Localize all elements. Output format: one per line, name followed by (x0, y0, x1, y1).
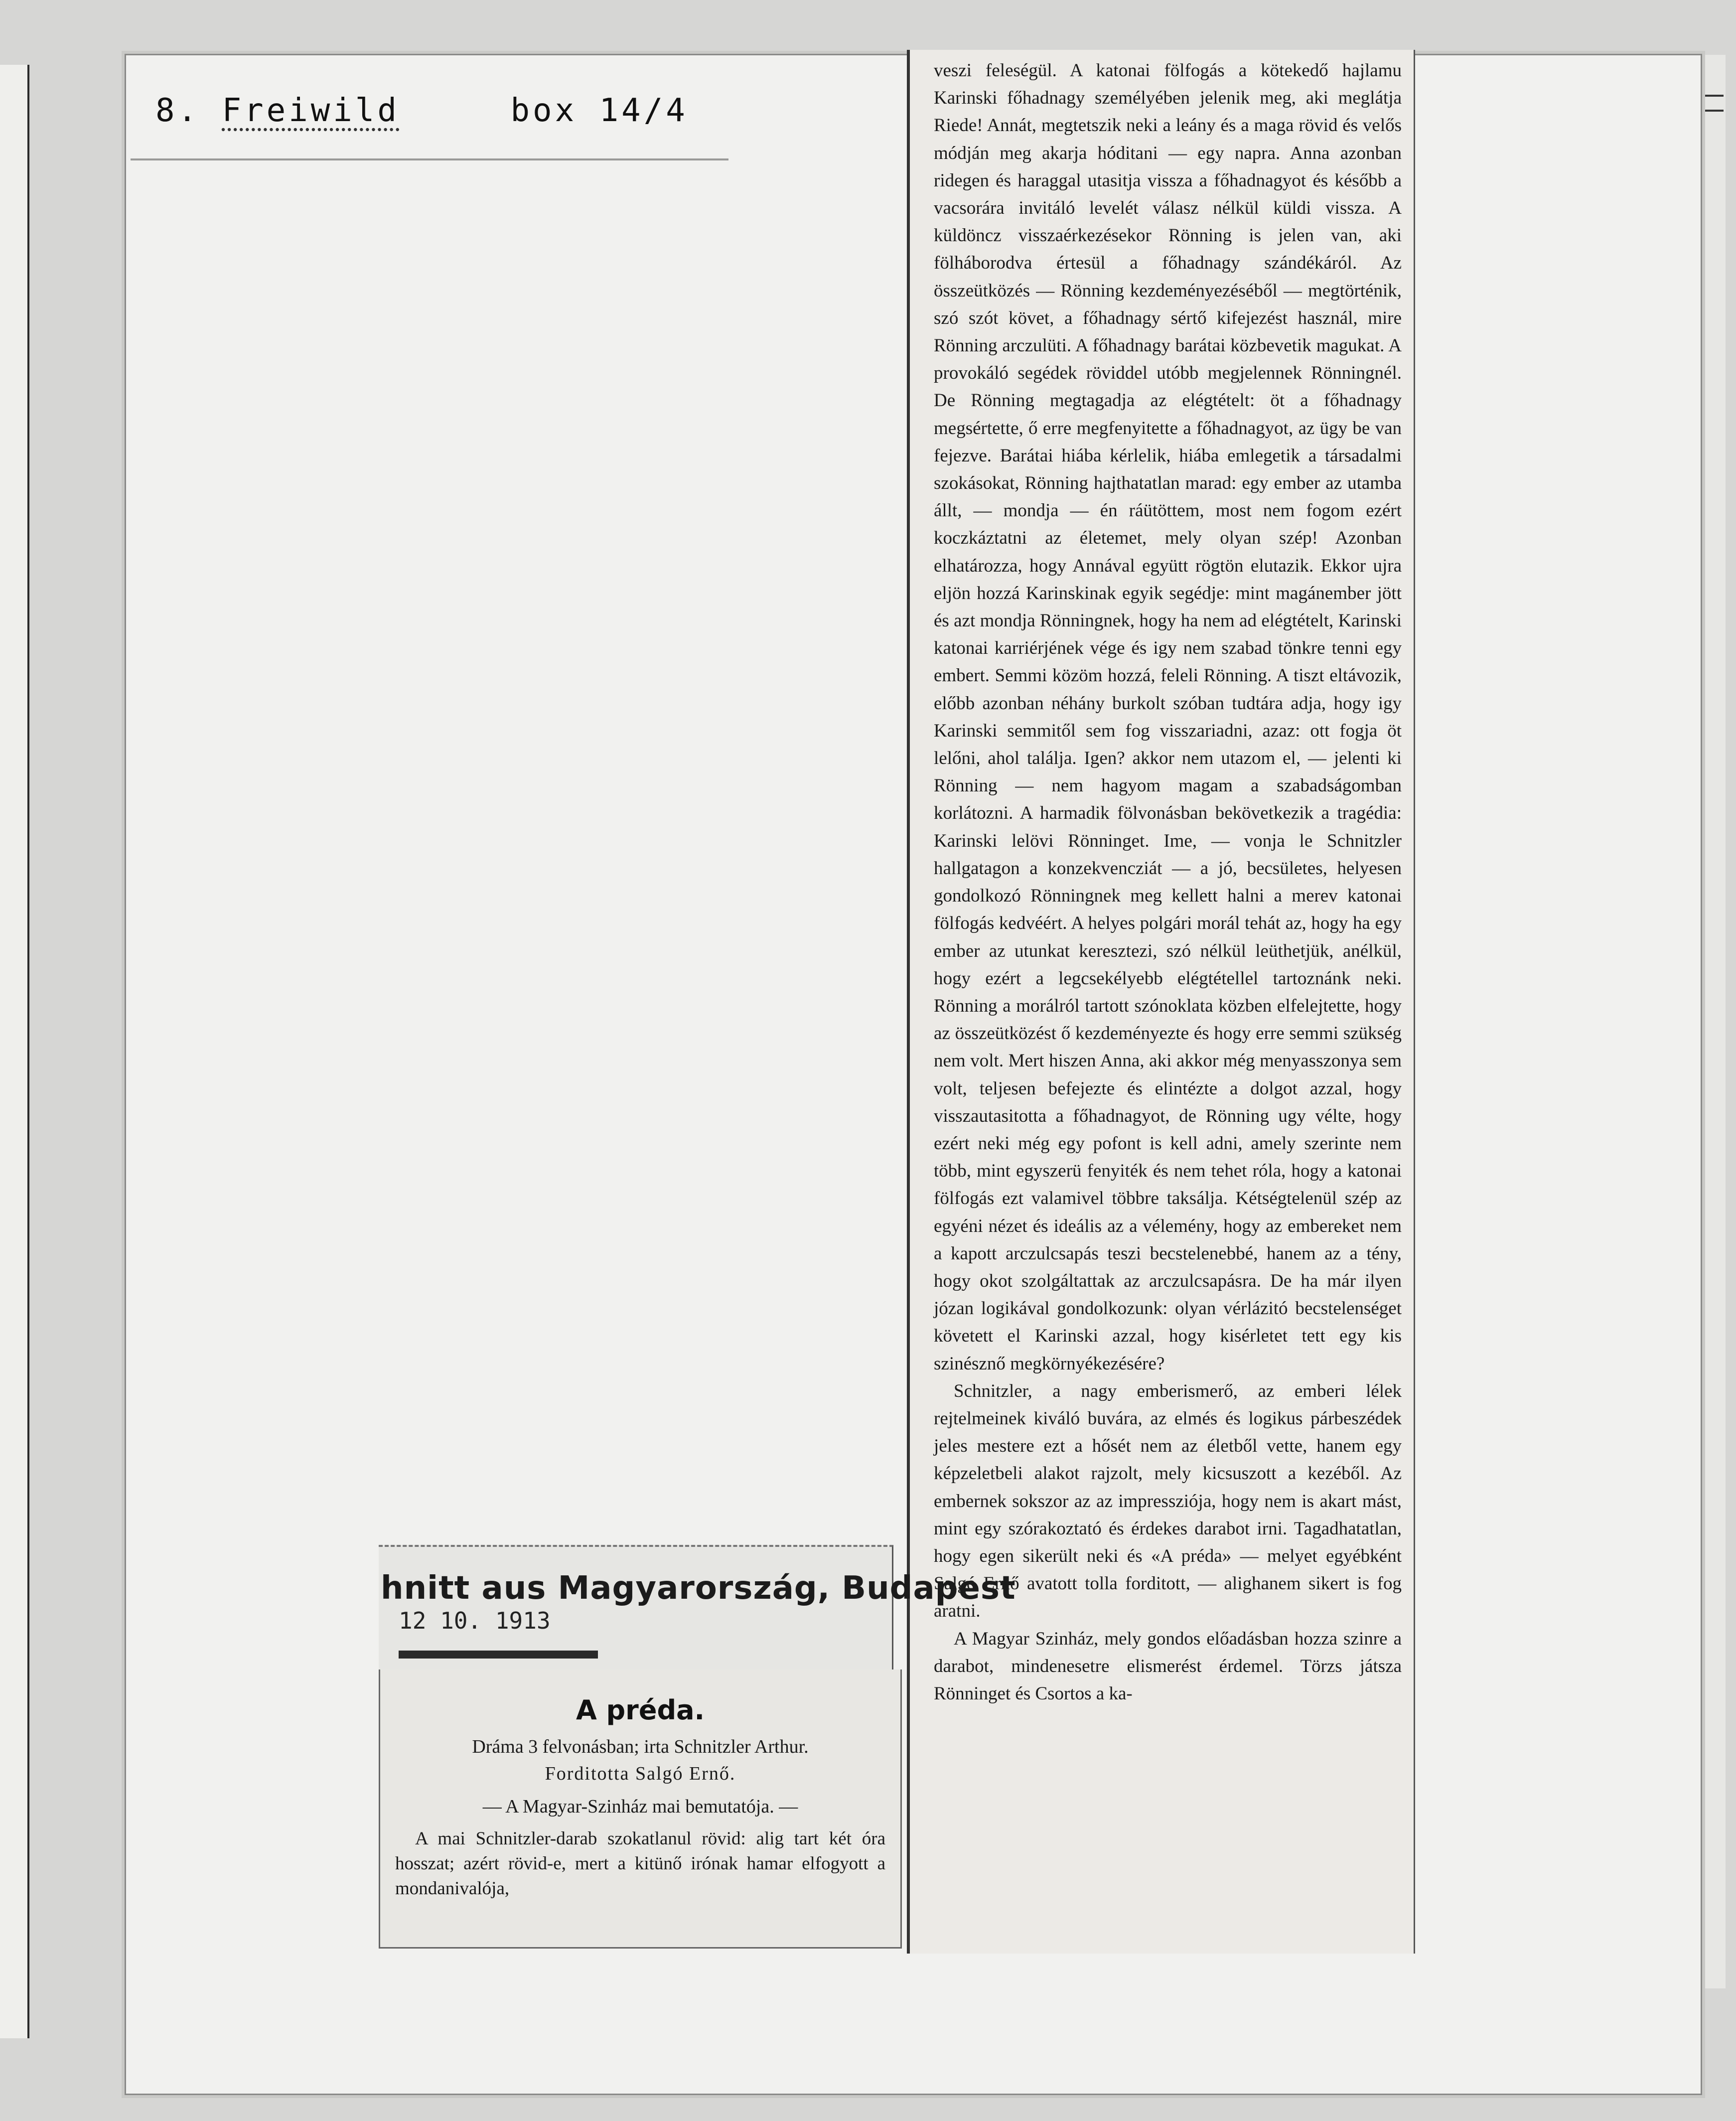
archive-header (155, 92, 688, 129)
column-paragraph: Schnitzler, a nagy emberismerő, az emberi lélek rejtelmeinek kiváló buvára, az elmés és logikus párbeszédek jeles mestere ezt a hősét nem az életből vette, hanem egy képzeletbeli alakot rajzolt, mely kicsuszott a kezéből. Az embernek sokszor az az impressziója, hogy nem is akart mást, mint egy szórakoztató és érdekes darabot irni. Tagadhatatlan, hogy egen sikerült neki és «A préda» — melyet egyébként Salgó Ernő avatott tolla forditott, — alighanem sikert is fog aratni. (934, 1380, 1402, 1622)
clipping-body: A mai Schnitzler-darab szokatlanul rövid: alig tart két óra hosszat; azért rövid-e, mert a kitünő irónak hamar elfogyott a mondanivalója, (395, 1828, 885, 1899)
clipping-subtitle: Dráma 3 felvonásban; irta Schnitzler Arthur. (472, 1736, 809, 1757)
newspaper-clipping (379, 1669, 902, 1949)
header-number: 8. (155, 92, 200, 129)
adjacent-page-edge (0, 65, 29, 2038)
clipping-title: A préda. (576, 1694, 705, 1726)
header-box: box 14/4 (510, 92, 688, 129)
header-rule (131, 158, 728, 160)
article-continuation-column (907, 50, 1415, 1954)
column-paragraph: veszi feleségül. A katonai fölfogás a kötekedő hajlamu Karinski főhadnagy személyében jelenik meg, aki meglátja Riede! Annát, megtetszik neki a leány és a maga rövid és velős módján meg akarja hóditani — egy napra. Anna azonban ridegen és haraggal utasitja vissza a főhadnagyot és később a vacsorára invitáló levelét válasz nélkül küldi vissza. A küldöncz visszaérkezésekor Rönning is jelen van, aki fölháborodva értesül a főhadnagy szándékáról. Az összeütközés — Rönning kezdeményezéséből — megtörténik, szó szót követ, a főhadnagy sértő kifejezést használ, mire Rönning arczulüti. A főhadnagy barátai közbevetik magukat. A provokáló segédek röviddel utóbb megjelennek Rönningnél. De Rönning megtagadja az elégtételt: öt a főhadnagy megsértette, ő erre megfenyitette a főhadnagyot, az ügy be van fejezve. Barátai hiába kérlelik, hiába emlegetik a társadalmi szokásokat, Rönning hajthatatlan marad: egy ember az utamba állt, — mondja — én ráütöttem, most nem fogom ezért koczkáztatni az életemet, mely olyan szép! Azonban elhatározza, hogy Annával együtt rögtön elutazik. Ekkor ujra eljön hozzá Karinskinak egyik segédje: mint magánember jött és azt mondja Rönningnek, hogy ha nem ad elégtételt, Karinski katonai karriérjének vége és igy nem szabad tönkre tenni egy embert. Semmi közöm hozzá, feleli Rönning. A tiszt eltávozik, előbb azonban néhány burkolt szóban tudtára adja, hogy igy Karinski semmitől sem fog visszariadni, azaz: ott fogja öt lelőni, ahol találja. Igen? akkor nem utazom el, — jelenti ki Rönning — nem hagyom magam a szabadságomban korlátozni. A harmadik fölvonásban bekövetkezik a tragédia: Karinski lelövi Rönninget. Ime, — vonja le Schnitzler hallgatagon a konzekvencziát — a jó, becsületes, helyesen gondolkozó Rönningnek meg kellett halni a merev katonai fölfogás kedvéért. A helyes polgári morál tehát az, hogy ha egy ember az utunkat keresztezi, szó nélkül leüthetjük, anélkül, hogy ezért a legcsekélyebb elégtétellel tartoznánk neki. Rönning a morálról tartott szónoklata közben elfelejtette, hogy az összeütközést ő kezdeményezte és hogy erre semmi szükség nem volt. Mert hiszen Anna, aki akkor még menyasszonya sem volt, teljesen befejezte és elintézte a dolgot azzal, hogy visszautasitotta a főhadnagyot, de Rönning ugy vélte, hogy ezért neki még egy pofont is kell adni, amely szerinte nem több, mint egyszerü fenyiték és nem tehet róla, hogy a katonai fölfogás ezt valamivel többre taksálja. Kétségtelenül szép az egyéni nézet és ideális az a vélemény, hogy az embereket nem a kapott arczulcsapás teszi becstelenebbé, hanem az a tény, hogy okot szolgáltattak az arczulcsapásra. De ha már ilyen józan logikával gondolkozunk: olyan vérlázitó becstelenséget követett el Karinski azzal, hogy kisérletet tett egy kis szinésznő megkörnyékezésére? (934, 60, 1402, 1374)
header-name: Freiwild (222, 92, 400, 129)
clipping-venue: — A Magyar-Szinház mai bemutatója. — (482, 1796, 798, 1817)
source-date: 12 10. 1913 (399, 1607, 551, 1634)
clipping-translator: Forditotta Salgó Ernő. (545, 1763, 736, 1784)
source-underline (399, 1651, 598, 1659)
source-label: hnitt aus Magyarország, Budapest (381, 1570, 1016, 1607)
column-paragraph: A Magyar Szinház, mely gondos előadásban hozza szinre a darabot, mindenesetre elismerést érdemel. Törzs játsza Rönninget és Csortos a ka- (934, 1628, 1402, 1704)
